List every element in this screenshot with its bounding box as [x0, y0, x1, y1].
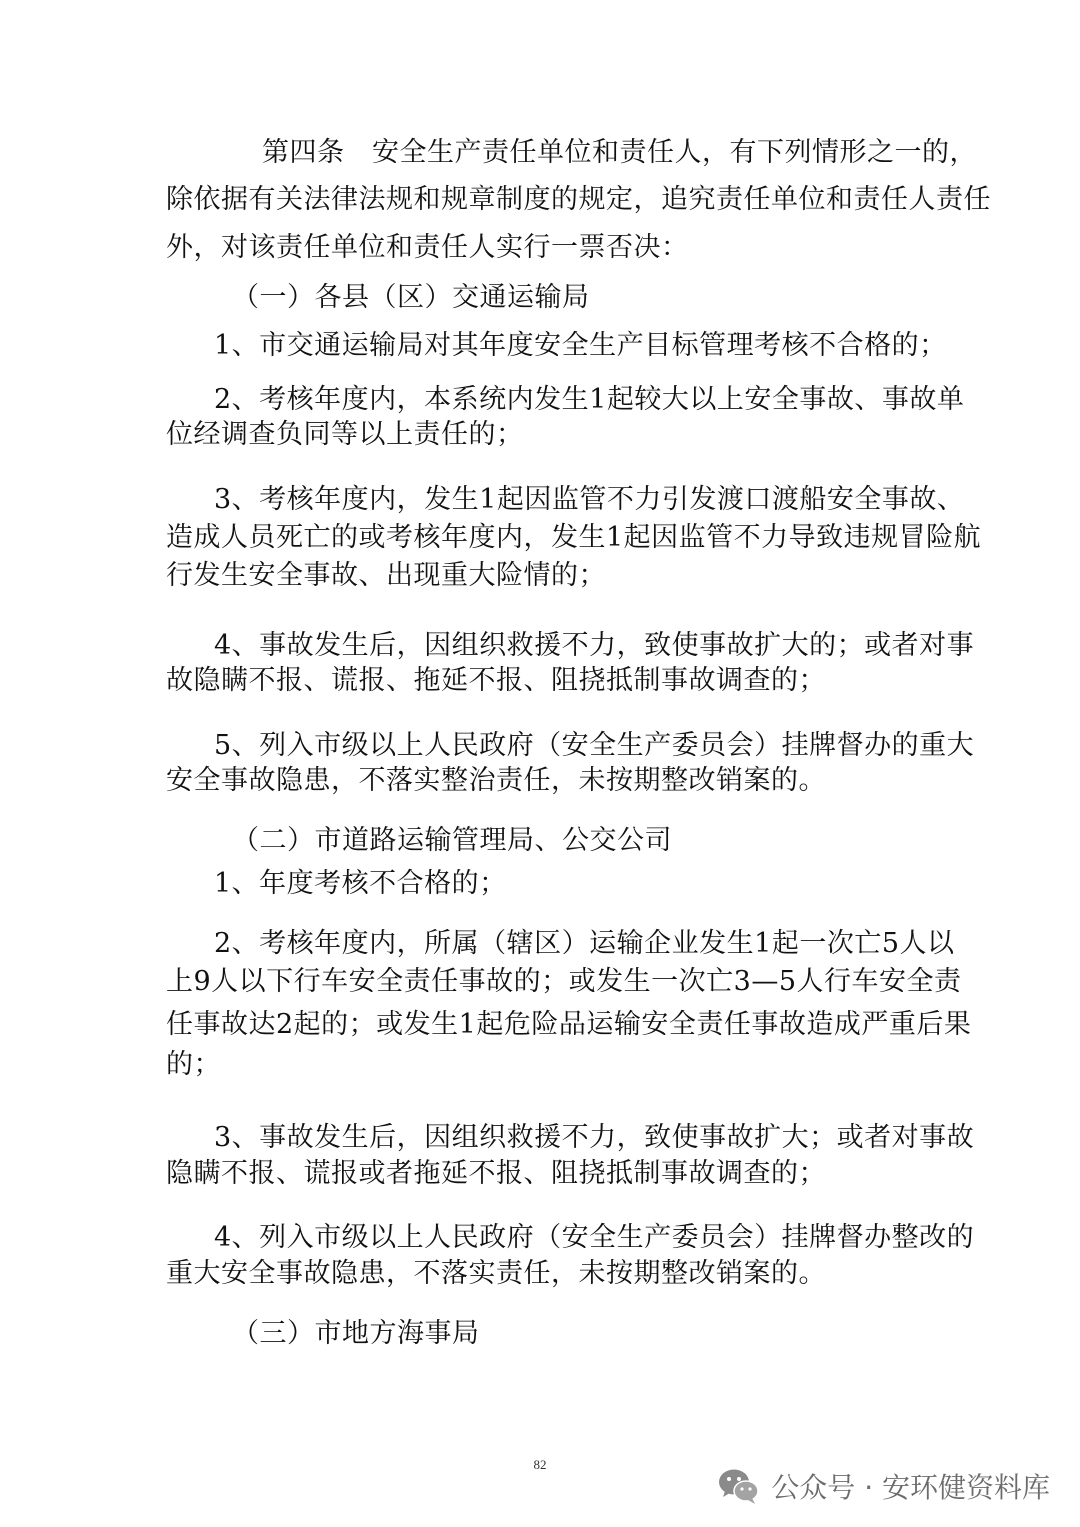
- list-item: 4、事故发生后，因组织救援不力，致使事故扩大的；或者对事: [214, 630, 975, 661]
- list-item: 2、考核年度内，所属（辖区）运输企业发生1起一次亡5人以: [214, 928, 955, 959]
- list-item: 5、列入市级以上人民政府（安全生产委员会）挂牌督办的重大: [214, 730, 975, 761]
- list-item-continuation: 重大安全事故隐患，不落实责任，未按期整改销案的。: [166, 1258, 826, 1289]
- section-heading-3: （三）市地方海事局: [232, 1318, 480, 1349]
- list-item: 3、事故发生后，因组织救援不力，致使事故扩大；或者对事故: [214, 1122, 975, 1153]
- paragraph-line: 外，对该责任单位和责任人实行一票否决：: [166, 232, 689, 263]
- list-item-continuation: 故隐瞒不报、谎报、拖延不报、阻挠抵制事故调查的；: [166, 665, 826, 696]
- paragraph-line: 除依据有关法律法规和规章制度的规定，追究责任单位和责任人责任: [166, 184, 991, 215]
- list-item-continuation: 上9人以下行车安全责任事故的；或发生一次亡3—5人行车安全责: [166, 966, 962, 997]
- list-item-continuation: 位经调查负同等以上责任的；: [166, 419, 524, 450]
- list-item: 4、列入市级以上人民政府（安全生产委员会）挂牌督办整改的: [214, 1222, 975, 1253]
- page-number: 82: [533, 1457, 547, 1472]
- list-item-continuation: 造成人员死亡的或考核年度内，发生1起因监管不力导致违规冒险航: [166, 522, 982, 553]
- section-heading-2: （二）市道路运输管理局、公交公司: [232, 825, 672, 856]
- article-4-heading: 第四条 安全生产责任单位和责任人，有下列情形之一的，: [262, 137, 977, 168]
- section-heading-1: （一）各县（区）交通运输局: [232, 282, 590, 313]
- list-item-continuation: 的；: [166, 1049, 221, 1080]
- wechat-icon: [717, 1466, 761, 1506]
- list-item-continuation: 隐瞒不报、谎报或者拖延不报、阻挠抵制事故调查的；: [166, 1158, 826, 1189]
- watermark: [717, 1466, 1050, 1506]
- list-item-continuation: 安全事故隐患，不落实整治责任，未按期整改销案的。: [166, 765, 826, 796]
- list-item: 1、年度考核不合格的；: [214, 868, 507, 899]
- list-item: 3、考核年度内，发生1起因监管不力引发渡口渡船安全事故、: [214, 484, 965, 515]
- list-item: 2、考核年度内，本系统内发生1起较大以上安全事故、事故单: [214, 384, 965, 415]
- watermark-text: 公众号 · 安环健资料库: [771, 1471, 1050, 1504]
- list-item-continuation: 任事故达2起的；或发生1起危险品运输安全责任事故造成严重后果: [166, 1009, 972, 1040]
- list-item: 1、市交通运输局对其年度安全生产目标管理考核不合格的；: [214, 330, 947, 361]
- list-item-continuation: 行发生安全事故、出现重大险情的；: [166, 560, 606, 591]
